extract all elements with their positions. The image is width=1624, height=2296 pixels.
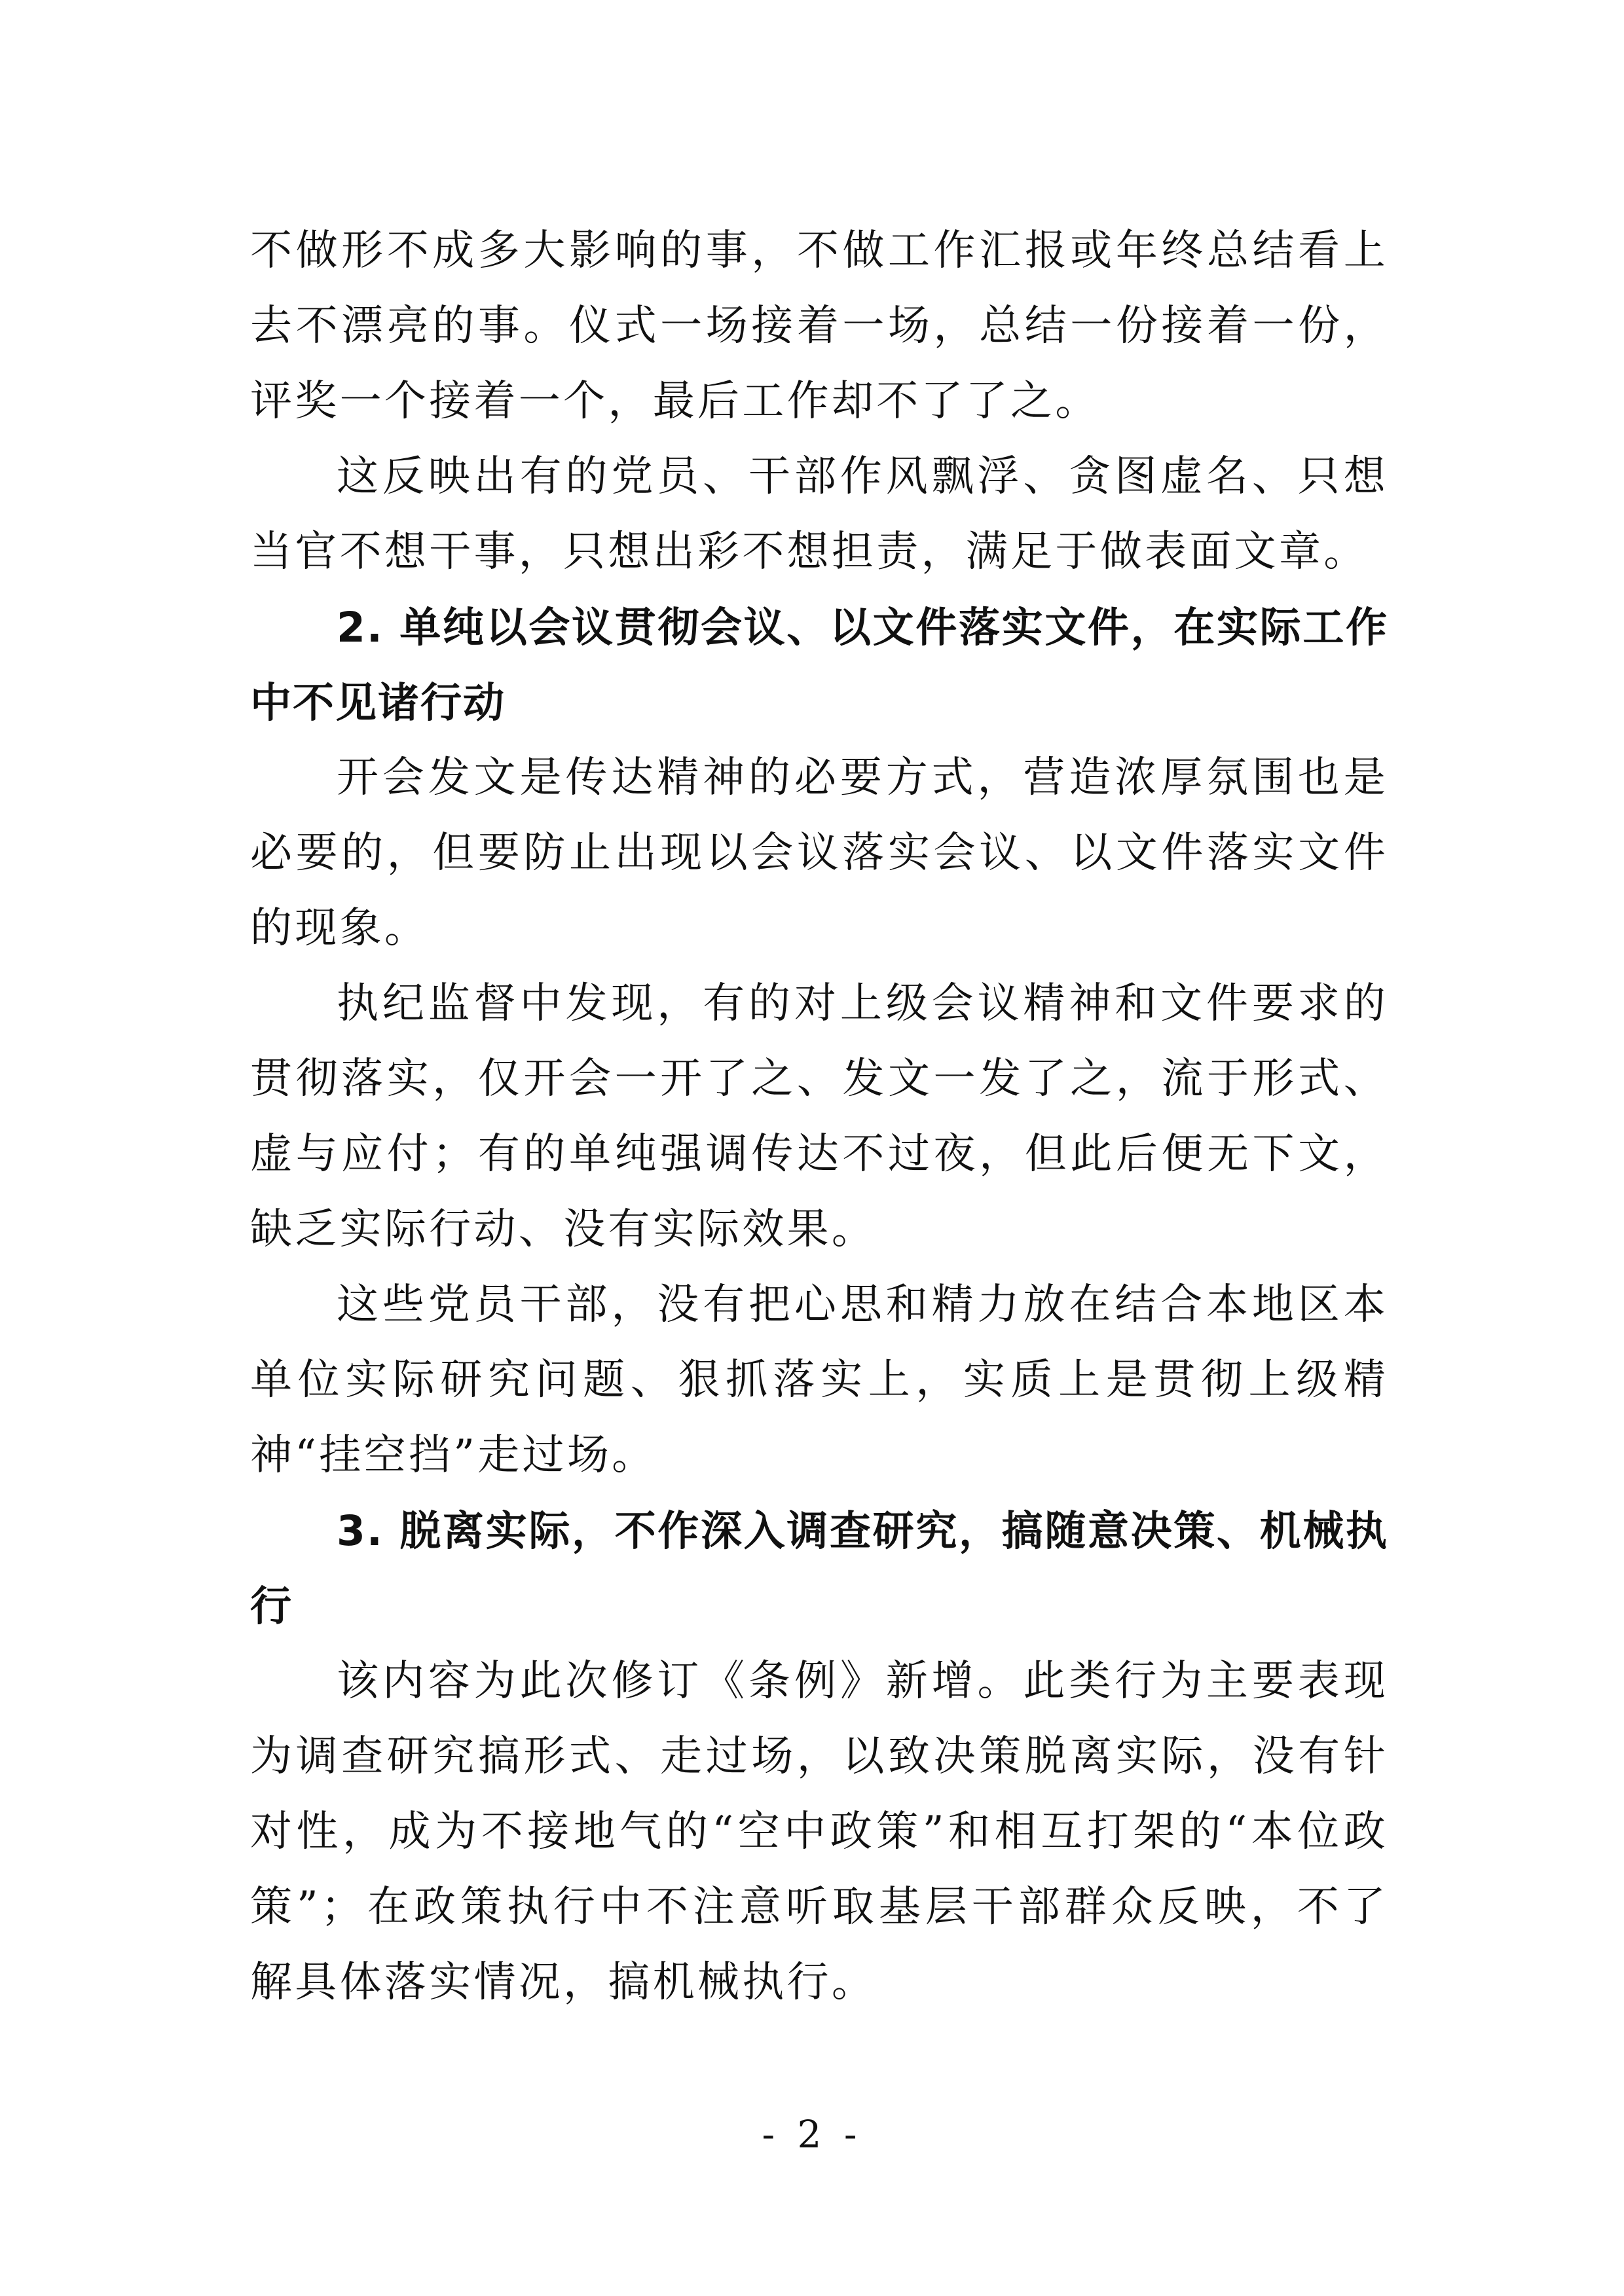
- paragraph-meetings-documents: 开会发文是传达精神的必要方式，营造浓厚氛围也是必要的，但要防止出现以会议落实会议、以文件落实文件的现象。: [250, 754, 1388, 953]
- section-heading-2: 2. 单纯以会议贯彻会议、以文件落实文件，在实际工作中不见诸行动: [250, 604, 1388, 727]
- paragraph-cadres-conclusion: 这些党员干部，没有把心思和精力放在结合本地区本单位实际研究问题、狠抓落实上，实质上是贯彻上级精神“挂空挡”走过场。: [250, 1281, 1388, 1480]
- page-number: - 2 -: [762, 2112, 862, 2157]
- paragraph-supervision-findings: 执纪监督中发现，有的对上级会议精神和文件要求的贯彻落实，仅开会一开了之、发文一发了之，流于形式、虚与应付；有的单纯强调传达不过夜，但此后便无下文，缺乏实际行动、没有实际效果。: [250, 979, 1388, 1254]
- paragraph-new-regulation: 该内容为此次修订《条例》新增。此类行为主要表现为调查研究搞形式、走过场，以致决策脱离实际，没有针对性，成为不接地气的“空中政策”和相互打架的“本位政策”；在政策执行中不注意听取基层干部群众反映，不了解具体落实情况，搞机械执行。: [250, 1657, 1388, 2007]
- paragraph-style-criticism: 这反映出有的党员、干部作风飘浮、贪图虚名、只想当官不想干事，只想出彩不想担责，满足于做表面文章。: [250, 452, 1388, 576]
- section-heading-3: 3. 脱离实际，不作深入调查研究，搞随意决策、机械执行: [250, 1507, 1388, 1630]
- body-text: [250, 213, 1388, 2020]
- paragraph-continuation: 不做形不成多大影响的事，不做工作汇报或年终总结看上去不漂亮的事。仪式一场接着一场，总结一份接着一份，评奖一个接着一个，最后工作却不了了之。: [250, 227, 1388, 426]
